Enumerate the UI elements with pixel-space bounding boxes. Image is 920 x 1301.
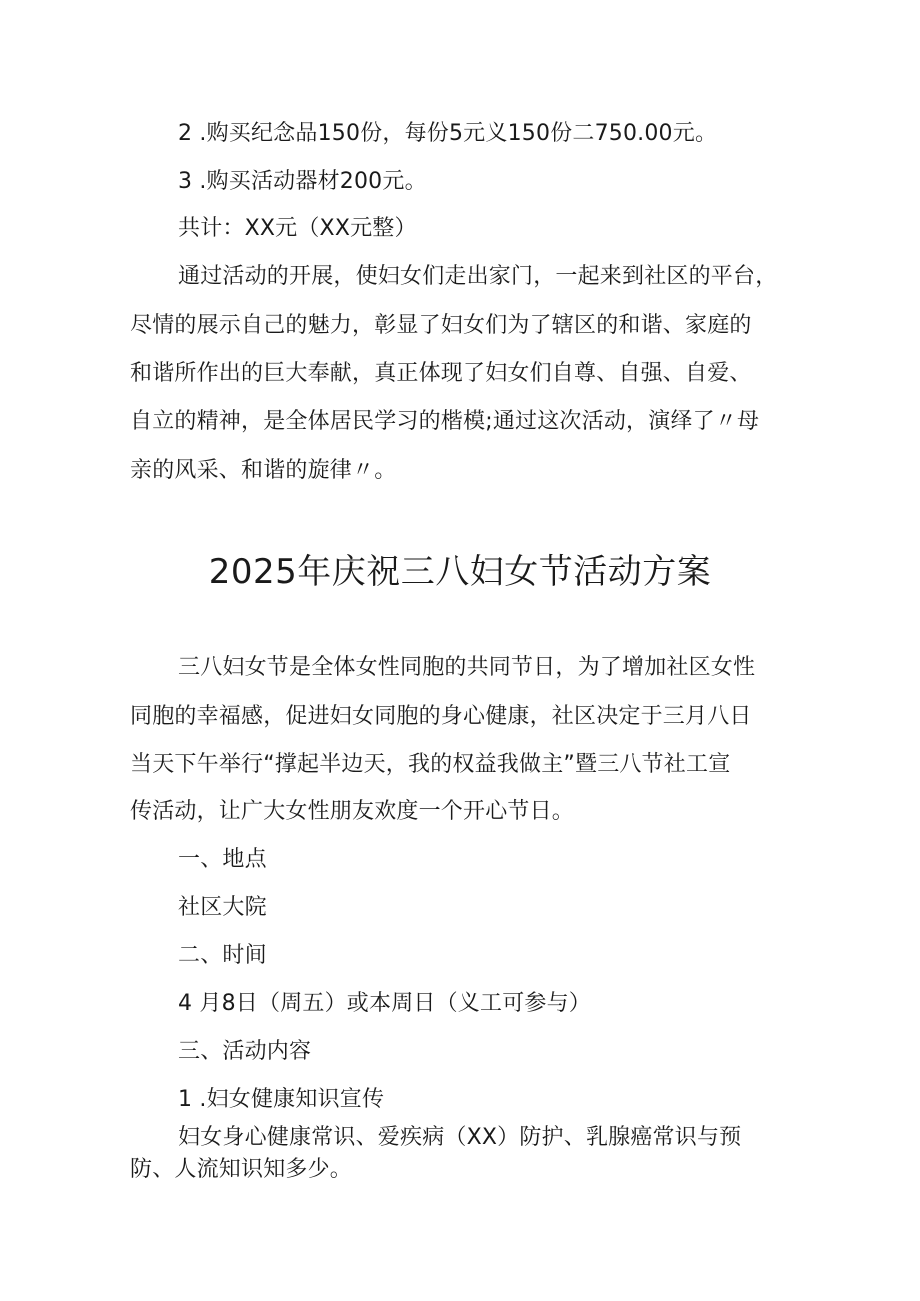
content-item-1-line-2: 防、人流知识知多少。 — [130, 1157, 353, 1182]
location-heading: 一、地点 — [178, 847, 267, 872]
intro-line-4: 传活动，让广大女性朋友欢度一个开心节日。 — [130, 799, 575, 824]
page-title: 2025年庆祝三八妇女节活动方案 — [208, 552, 712, 592]
content-item-1: 1 .妇女健康知识宣传 — [178, 1087, 385, 1112]
budget-item-3: 3 .购买活动器材200元。 — [178, 169, 427, 194]
budget-item-2: 2 .购买纪念品150份，每份5元义150份二750.00元。 — [178, 121, 718, 146]
summary-line-2: 尽情的展示自己的魅力，彰显了妇女们为了辖区的和谐、家庭的 — [130, 313, 752, 338]
location-value: 社区大院 — [178, 895, 267, 920]
intro-line-3: 当天下午举行“撑起半边天，我的权益我做主”暨三八节社工宣 — [130, 752, 731, 777]
time-heading: 二、时间 — [178, 943, 267, 968]
summary-line-4: 自立的精神，是全体居民学习的楷模;通过这次活动，演绎了〃母 — [130, 409, 760, 434]
summary-line-1: 通过活动的开展，使妇女们走出家门，一起来到社区的平台， — [178, 264, 778, 289]
content-item-1-line-1: 妇女身心健康常识、爱疾病（XX）防护、乳腺癌常识与预 — [178, 1125, 742, 1150]
intro-line-1: 三八妇女节是全体女性同胞的共同节日，为了增加社区女性 — [178, 655, 756, 680]
summary-line-3: 和谐所作出的巨大奉献，真正体现了妇女们自尊、自强、自爱、 — [130, 361, 752, 386]
summary-line-5: 亲的风采、和谐的旋律〃。 — [130, 458, 397, 483]
content-heading: 三、活动内容 — [178, 1039, 312, 1064]
intro-line-2: 同胞的幸福感，促进妇女同胞的身心健康，社区决定于三月八日 — [130, 704, 752, 729]
time-value: 4 月8日（周五）或本周日（义工可参与） — [178, 991, 591, 1016]
budget-total: 共计：XX元（XX元整） — [178, 216, 417, 241]
